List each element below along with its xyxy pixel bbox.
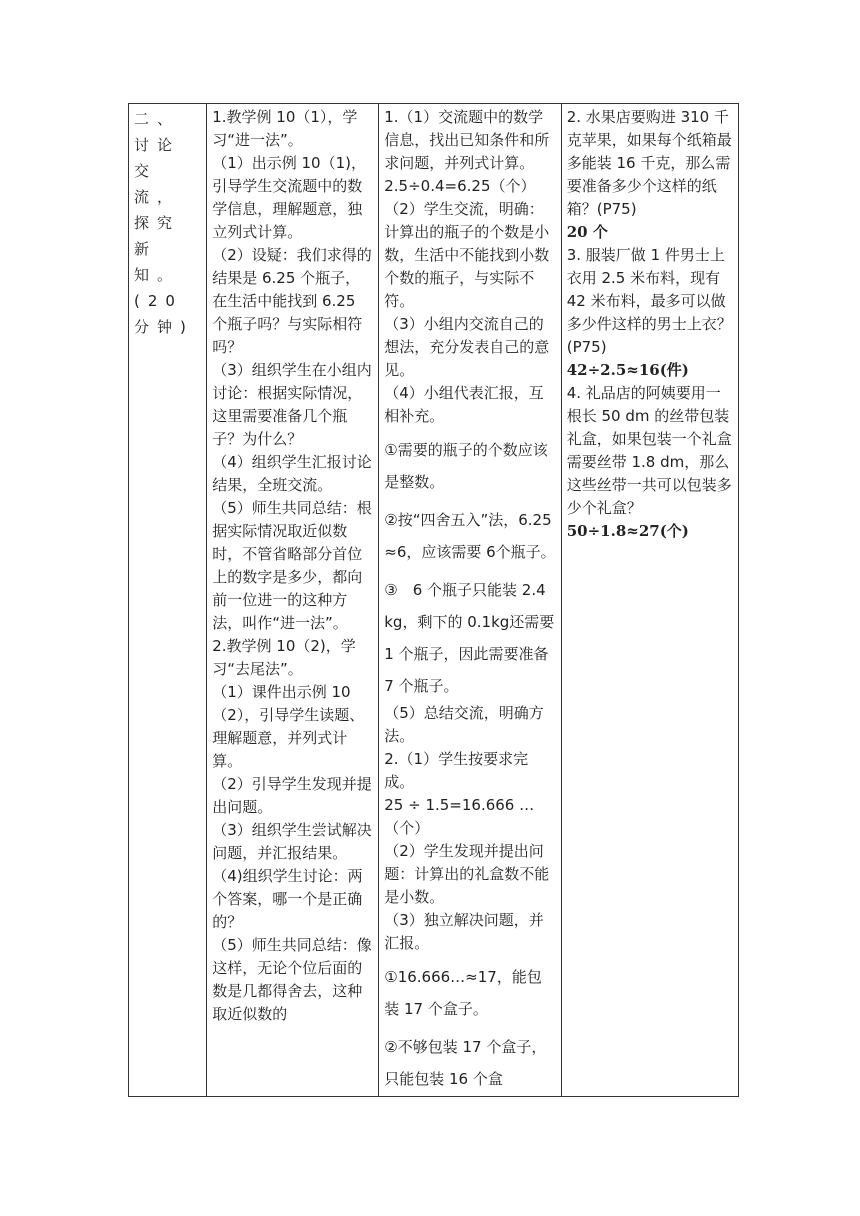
student-item: （2）学生发现并提出问题：计算出的礼盒数不能是小数。: [384, 842, 550, 906]
teacher-item: （2）设疑：我们求得的结果是 6.25 个瓶子，在生活中能找到 6.25 个瓶子吗？与实际相符吗？: [212, 246, 372, 356]
student-item: ①需要的瓶子的个数应该是整数。: [384, 441, 548, 491]
student-item: （3）小组内交流自己的想法，充分发表自己的意见。: [384, 315, 550, 379]
stage-cell: [129, 104, 207, 1097]
teacher-item: （4）组织学生汇报讨论结果，全班交流。: [212, 453, 372, 494]
student-item: 25 ÷ 1.5=16.666 …（个）: [384, 796, 535, 837]
student-item: （5）总结交流，明确方法。: [384, 704, 544, 745]
teacher-item: （4)组织学生讨论：两个答案，哪一个是正确的？: [212, 867, 363, 931]
practice-question: 2. 水果店要购进 310 千克苹果，如果每个纸箱最多能装 16 千克，那么需要准备多少个这样的纸箱？(P75): [566, 108, 732, 218]
teacher-item: （1）课件出示例 10（2），引导学生读题、理解题意，并列式计算。: [212, 683, 365, 770]
practice-answer: 20 个: [566, 223, 608, 241]
teacher-item: （5）师生共同总结：根据实际情况取近似数时，不管省略部分首位上的数字是多少，都向前一位进一的这种方法，叫作“进一法”。: [212, 499, 372, 632]
student-item: ②按“四舍五入”法，6.25≈6，应该需要 6个瓶子。: [384, 511, 556, 561]
student-item: ③ 6 个瓶子只能装 2.4 kg，剩下的 0.1kg还需要 1 个瓶子，因此需要准备 7 个瓶子。: [384, 581, 555, 695]
table-row: [129, 104, 739, 1097]
teacher-item: （2）引导学生发现并提出问题。: [212, 775, 372, 816]
student-item: （4）小组代表汇报，互相补充。: [384, 384, 544, 425]
student-item: 2.（1）学生按要求完成。: [384, 750, 529, 791]
student-item: ②不够包装 17 个盒子，只能包装 16 个盒: [384, 1038, 547, 1088]
practice-answer: 50÷1.8≈27(个): [566, 522, 689, 540]
student-activity-cell: [379, 104, 561, 1097]
practice-question: 4. 礼品店的阿姨要用一根长 50 dm 的丝带包装礼盒，如果包装一个礼盒需要丝带 1.8 dm，那么这些丝带一共可以包装多少个礼盒？: [566, 384, 732, 517]
student-item: （2）学生交流，明确：计算出的瓶子的个数是小数，生活中不能找到小数个数的瓶子，与实际不符。: [384, 200, 550, 310]
teacher-item: 1.教学例 10（1），学习“进一法”。: [212, 108, 358, 149]
student-item: 2.5÷0.4=6.25（个）: [384, 177, 536, 195]
teacher-item: 2.教学例 10（2)，学习“去尾法”。: [212, 637, 356, 678]
student-item: （3）独立解决问题，并汇报。: [384, 911, 544, 952]
practice-question: 3. 服装厂做 1 件男士上衣用 2.5 米布料，现有 42 米布料，最多可以做多少件这样的男士上衣？(P75): [566, 246, 732, 356]
teacher-item: （5）师生共同总结：像这样，无论个位后面的数是几都得舍去，这种取近似数的: [212, 936, 372, 1023]
teacher-activity-cell: [207, 104, 379, 1097]
lesson-plan-table: [128, 103, 739, 1097]
teacher-item: （3）组织学生在小组内讨论：根据实际情况，这里需要准备几个瓶子？为什么？: [212, 361, 372, 448]
practice-cell: [561, 104, 738, 1097]
student-item: ①16.666…≈17，能包装 17 个盒子。: [384, 968, 542, 1018]
practice-answer: 42÷2.5≈16(件): [566, 361, 689, 379]
teacher-item: （1）出示例 10（1)，引导学生交流题中的数学信息，理解题意，独立列式计算。: [212, 154, 366, 241]
stage-label: 二、讨论交流，探究新知。(20分钟): [134, 110, 194, 336]
student-item: 1.（1）交流题中的数学信息，找出已知条件和所求问题，并列式计算。: [384, 108, 550, 172]
teacher-item: （3）组织学生尝试解决问题，并汇报结果。: [212, 821, 372, 862]
